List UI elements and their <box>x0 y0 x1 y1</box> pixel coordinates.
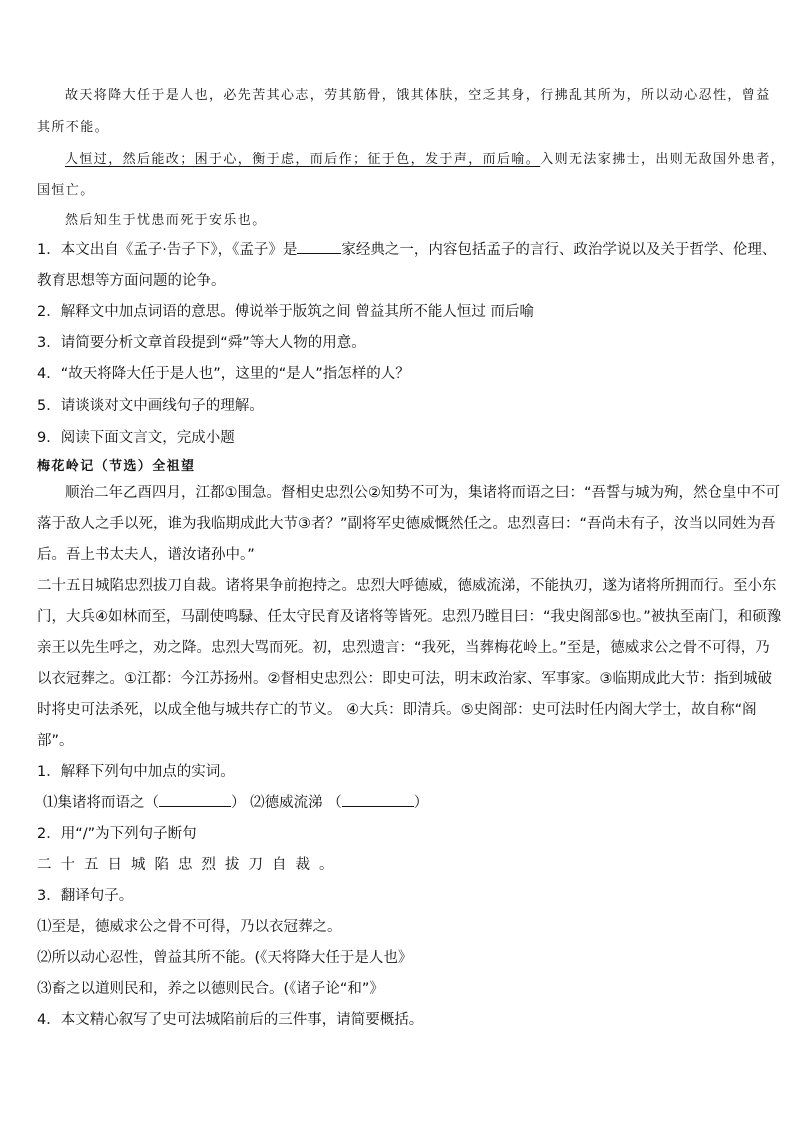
passage-title: 梅花岭记（节选）全祖望 <box>37 459 196 474</box>
item-text: ⑴集诸将而语之（ <box>43 795 159 811</box>
translate-item: ⑵所以动心忍性，曾益其所不能。(《天将降大任于是人也》 <box>37 950 413 966</box>
question-4: 4．“故天将降大任于是人也”，这里的“是人”指怎样的人？ <box>37 366 410 382</box>
passage-line: 故天将降大任于是人也，必先苦其心志，劳其筋骨，饿其体肤，空乏其身，行拂乱其所为，所以动心忍性，曾益 <box>65 88 771 103</box>
passage-line: 顺治二年乙酉四月，江都①围急。督相史忠烈公②知势不可为，集诸将而语之曰：“吾誓与城为殉，然仓皇中不可 <box>65 485 781 501</box>
question-5: 5．请谈谈对文中画线句子的理解。 <box>37 398 264 414</box>
underlined-sentence: 人恒过，然后能改；困于心，衡于虑，而后作；征于色，发于声，而后喻。 <box>65 152 541 167</box>
question-3: 3．请简要分析文章首段提到“舜”等大人物的用意。 <box>37 335 366 351</box>
item-text: ） ⑵德威流涕 （ <box>231 795 342 811</box>
question-9-3: 3．翻译句子。 <box>37 888 134 904</box>
translate-item: ⑴至是，德威求公之骨不可得，乃以衣冠葬之。 <box>37 919 342 935</box>
answer-blank[interactable] <box>342 794 414 807</box>
passage-line: 亲王以先生呼之，劝之降。忠烈大骂而死。初，忠烈遗言：“我死，当葬梅花岭上。”至是，德威求公之骨不可得，乃 <box>37 640 770 656</box>
passage-line: 国恒亡。 <box>37 183 95 198</box>
passage-text: 入则无法家拂士，出则无敌国外患者， <box>540 152 786 167</box>
question-9-1-items <box>43 791 428 812</box>
question-9-1: 1．解释下列句中加点的实词。 <box>37 764 235 780</box>
passage-line: 落于敌人之手以死，谁为我临期成此大节③者？”副将军史德威慨然任之。忠烈喜曰：“吾尚未有子，汝当以同姓为吾 <box>37 516 776 532</box>
passage-line: 时将史可法杀死，以成全他与城共存亡的节义。 ④大兵：即清兵。⑤史阁部：史可法时任内阁大学士，故自称“阁 <box>37 702 757 718</box>
passage-line: 门，大兵④如林而至，马副使鸣騄、任太守民育及诸将等皆死。忠烈乃瞠目曰：“我史阁部⑤也。”被执至南门，和硕豫 <box>37 609 782 625</box>
passage-line: 二十五日城陷忠烈拔刀自裁。诸将果争前抱持之。忠烈大呼德威，德威流涕，不能执刃，遂为诸将所拥而行。至小东 <box>37 578 777 594</box>
answer-blank[interactable] <box>159 794 231 807</box>
question-text: 1．本文出自《孟子·告子下》，《孟子》是 <box>37 242 298 258</box>
passage-line: 以衣冠葬之。①江都：今江苏扬州。②督相史忠烈公：即史可法，明末政治家、军事家。③临期成此大节：指到城破 <box>37 671 772 687</box>
question-2: 2．解释文中加点词语的意思。傅说举于版筑之间 曾益其所不能人恒过 而后喻 <box>37 304 534 320</box>
question-9-2: 2．用“/”为下列句子断句 <box>37 826 197 842</box>
passage-line: 部”。 <box>37 733 74 749</box>
question-1 <box>37 238 776 259</box>
question-1-cont: 教育思想等方面问题的论争。 <box>37 273 226 289</box>
item-text: ） <box>413 795 429 811</box>
passage-line <box>37 148 785 167</box>
passage-line: 其所不能。 <box>37 120 110 135</box>
question-text: 家经典之一，内容包括孟子的言行、政治学说以及关于哲学、伦理、 <box>341 242 777 258</box>
sentence-to-punctuate: 二十五日城陷忠烈拔刀自裁。 <box>37 857 343 873</box>
passage-line: 后。吾上书太夫人，谱汝诸孙中。” <box>37 547 255 563</box>
passage-line: 然后知生于忧患而死于安乐也。 <box>65 213 267 228</box>
question-9-4: 4．本文精心叙写了史可法城陷前后的三件事，请简要概括。 <box>37 1012 424 1028</box>
section-heading: 9．阅读下面文言文，完成小题 <box>37 430 235 446</box>
translate-item: ⑶畜之以道则民和，养之以德则民合。(《诸子论“和”》 <box>37 981 384 997</box>
answer-blank[interactable] <box>297 241 341 254</box>
